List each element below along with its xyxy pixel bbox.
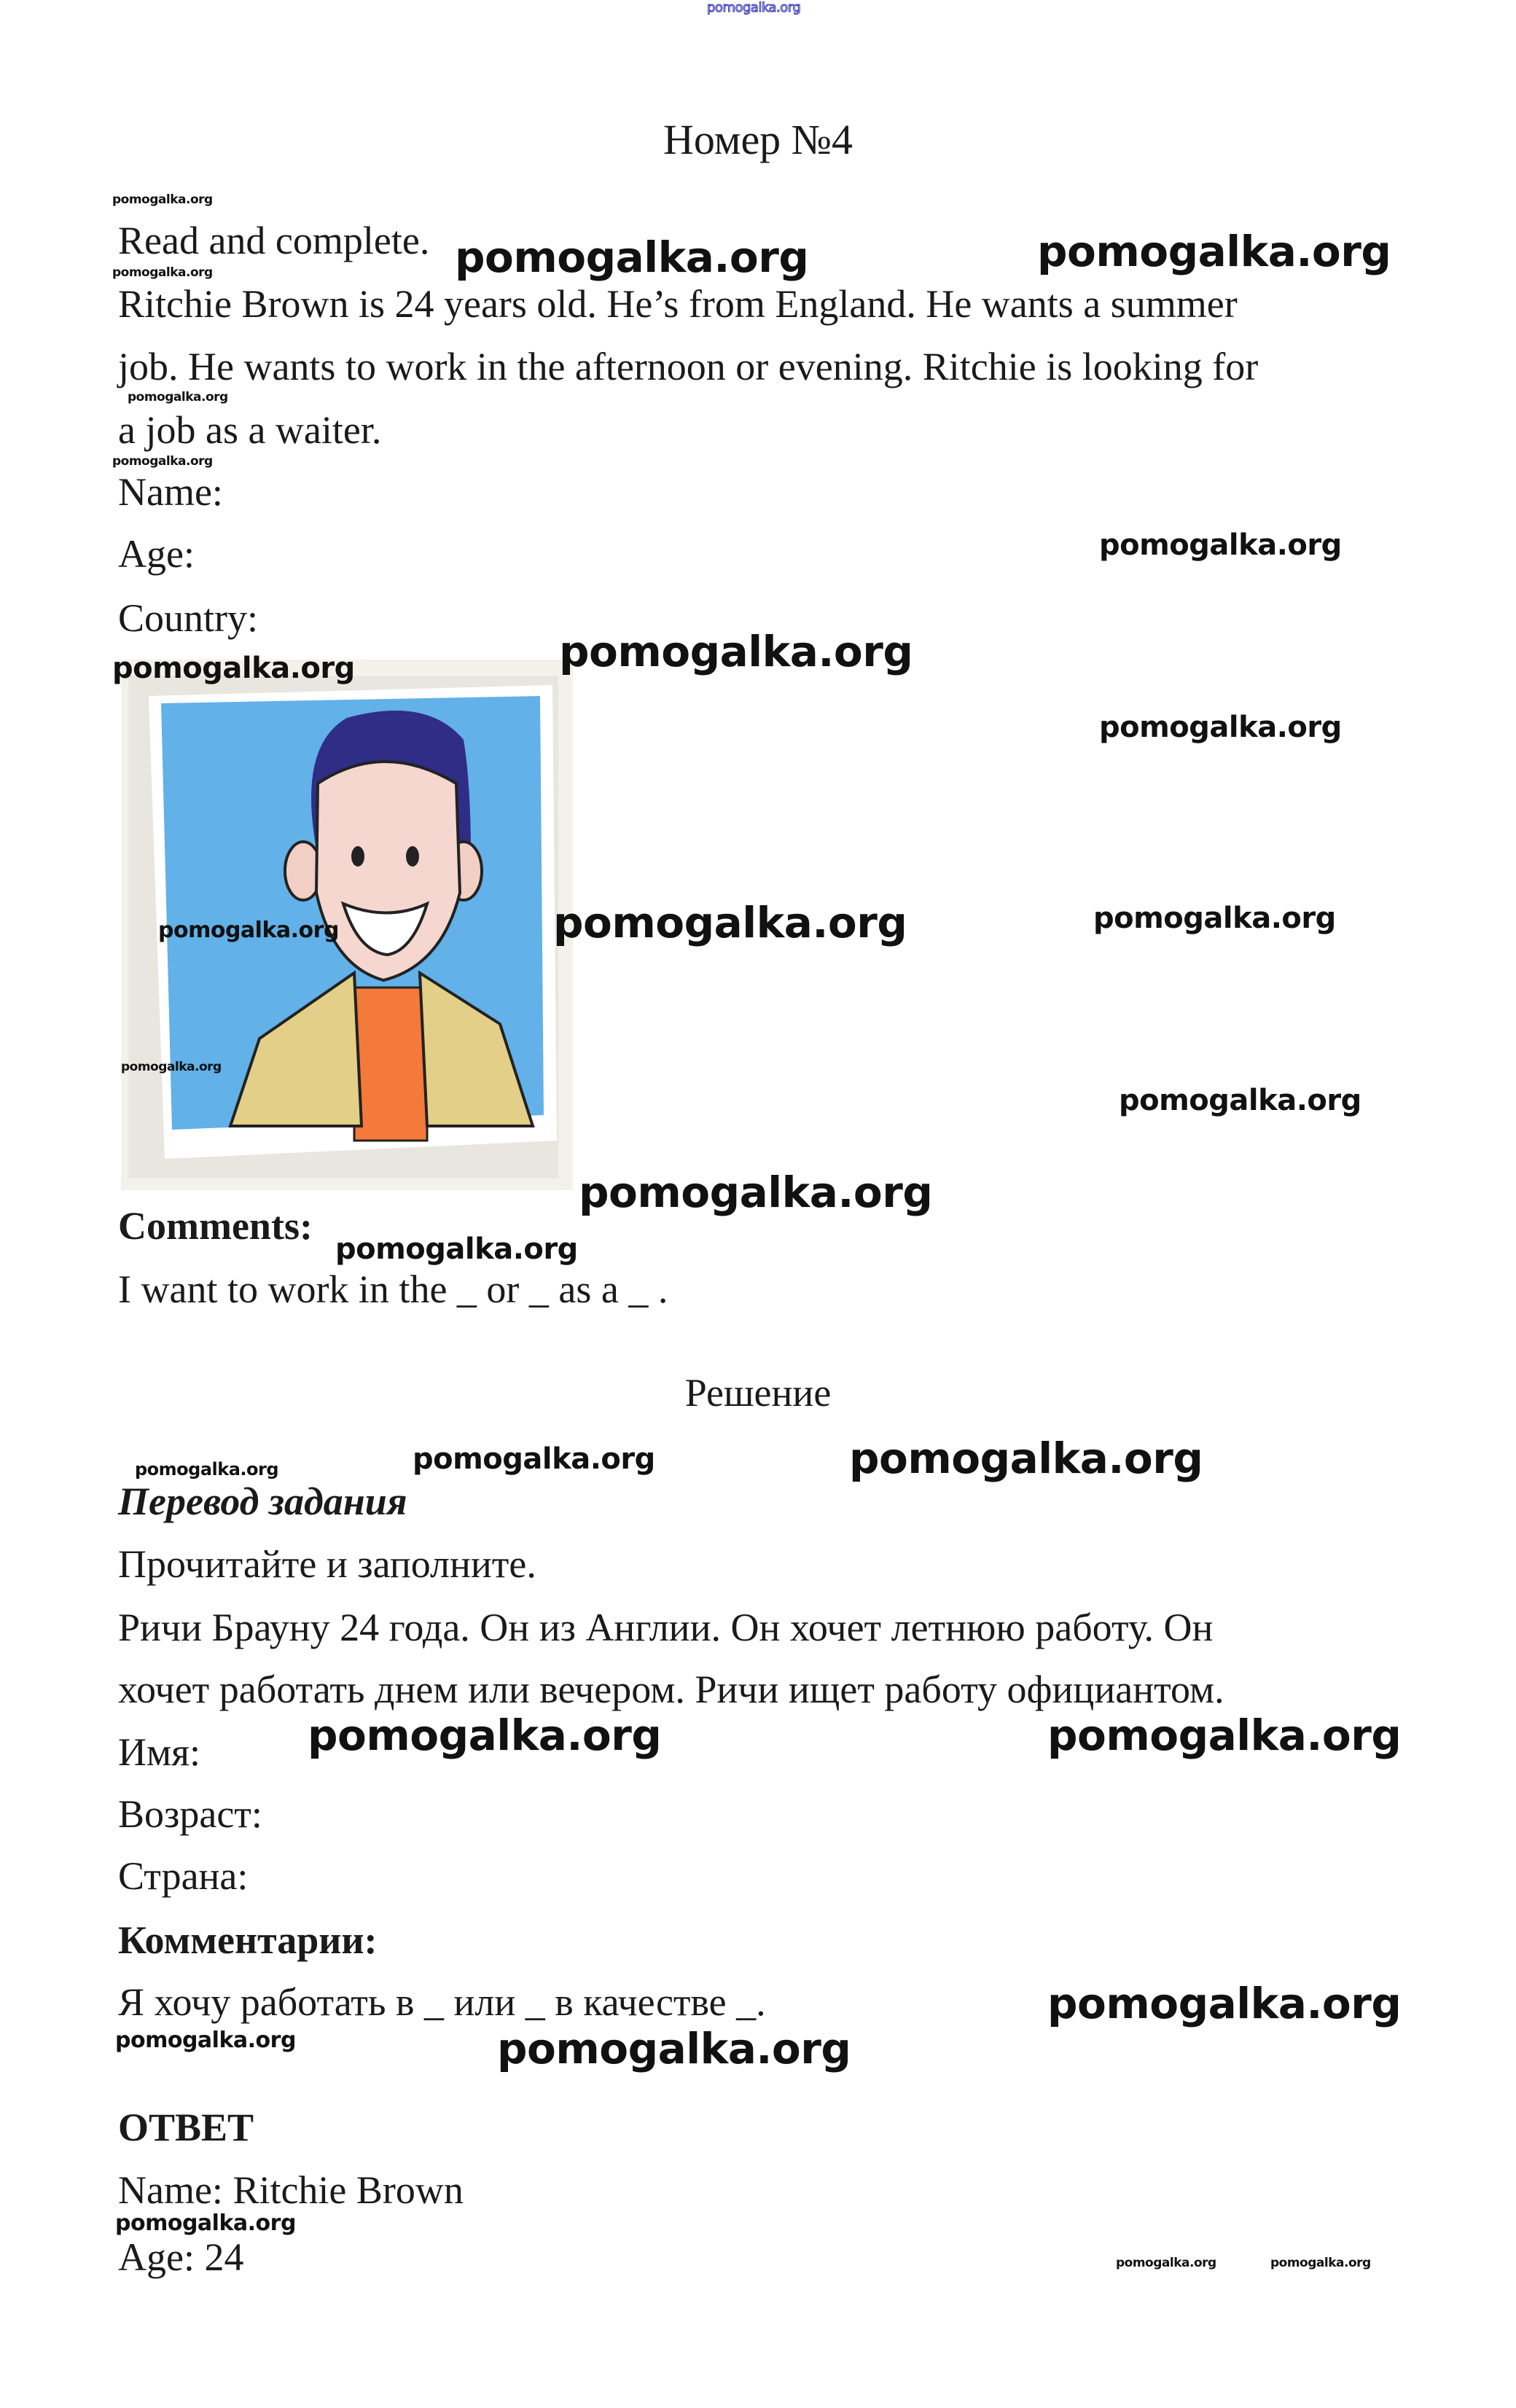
task-text-line: job. He wants to work in the afternoon or evening. Ritchie is looking for bbox=[118, 345, 1259, 388]
answer-age: Age: 24 bbox=[118, 2235, 244, 2279]
watermark: pomogalka.org bbox=[455, 232, 809, 282]
watermark: pomogalka.org bbox=[497, 2024, 851, 2073]
task-instruction: Read and complete. bbox=[118, 219, 430, 262]
translation-comments-label: Комментарии: bbox=[118, 1918, 378, 1962]
watermark: pomogalka.org bbox=[115, 2210, 296, 2236]
watermark: pomogalka.org bbox=[115, 2028, 296, 2053]
watermark: pomogalka.org bbox=[553, 898, 907, 947]
translation-field-name: Имя: bbox=[118, 1730, 201, 1774]
watermark: pomogalka.org bbox=[112, 192, 213, 207]
page-title: Номер №4 bbox=[663, 116, 853, 163]
watermark: pomogalka.org bbox=[1119, 1084, 1361, 1117]
watermark: pomogalka.org bbox=[158, 918, 339, 943]
watermark: pomogalka.org bbox=[128, 390, 228, 404]
watermark: pomogalka.org bbox=[1047, 1979, 1402, 2028]
watermark: pomogalka.org bbox=[135, 1459, 279, 1479]
watermark: pomogalka.org bbox=[335, 1232, 578, 1266]
watermark: pomogalka.org bbox=[1037, 227, 1391, 276]
translation-comments-text: Я хочу работать в _ или _ в качестве _. bbox=[118, 1980, 766, 2024]
watermark: pomogalka.org bbox=[707, 0, 801, 15]
comments-label: Comments: bbox=[118, 1204, 313, 1248]
translation-heading: Перевод задания bbox=[118, 1479, 407, 1523]
field-country-label: Country: bbox=[118, 596, 259, 640]
translation-line: хочет работать днем или вечером. Ричи ищет работу официантом. bbox=[118, 1668, 1224, 1711]
answer-name: Name: Ritchie Brown bbox=[118, 2168, 464, 2212]
field-name-label: Name: bbox=[118, 470, 223, 514]
watermark: pomogalka.org bbox=[121, 1060, 222, 1074]
watermark: pomogalka.org bbox=[112, 454, 213, 469]
watermark: pomogalka.org bbox=[1093, 902, 1336, 935]
watermark: pomogalka.org bbox=[308, 1711, 662, 1760]
translation-field-country: Страна: bbox=[118, 1854, 249, 1898]
translation-line: Ричи Брауну 24 года. Он из Англии. Он хочет летнюю работу. Он bbox=[118, 1606, 1214, 1649]
watermark: pomogalka.org bbox=[1099, 711, 1342, 744]
watermark: pomogalka.org bbox=[579, 1168, 933, 1217]
watermark: pomogalka.org bbox=[1099, 528, 1342, 562]
answer-heading: ОТВЕТ bbox=[118, 2106, 254, 2149]
field-age-label: Age: bbox=[118, 532, 195, 576]
watermark: pomogalka.org bbox=[413, 1442, 655, 1476]
watermark: pomogalka.org bbox=[1116, 2256, 1216, 2270]
task-text-line: Ritchie Brown is 24 years old. He’s from England. He wants a summer bbox=[118, 282, 1238, 326]
watermark: pomogalka.org bbox=[1047, 1711, 1402, 1760]
watermark: pomogalka.org bbox=[1270, 2256, 1371, 2270]
translation-instruction: Прочитайте и заполните. bbox=[118, 1542, 536, 1586]
solution-heading: Решение bbox=[684, 1371, 832, 1415]
translation-field-age: Возраст: bbox=[118, 1792, 262, 1836]
watermark: pomogalka.org bbox=[112, 652, 355, 685]
watermark: pomogalka.org bbox=[559, 627, 913, 676]
watermark: pomogalka.org bbox=[849, 1434, 1203, 1483]
watermark: pomogalka.org bbox=[112, 265, 213, 280]
comments-text: I want to work in the _ or _ as a _ . bbox=[118, 1267, 668, 1311]
task-text-line: a job as a waiter. bbox=[118, 408, 382, 452]
